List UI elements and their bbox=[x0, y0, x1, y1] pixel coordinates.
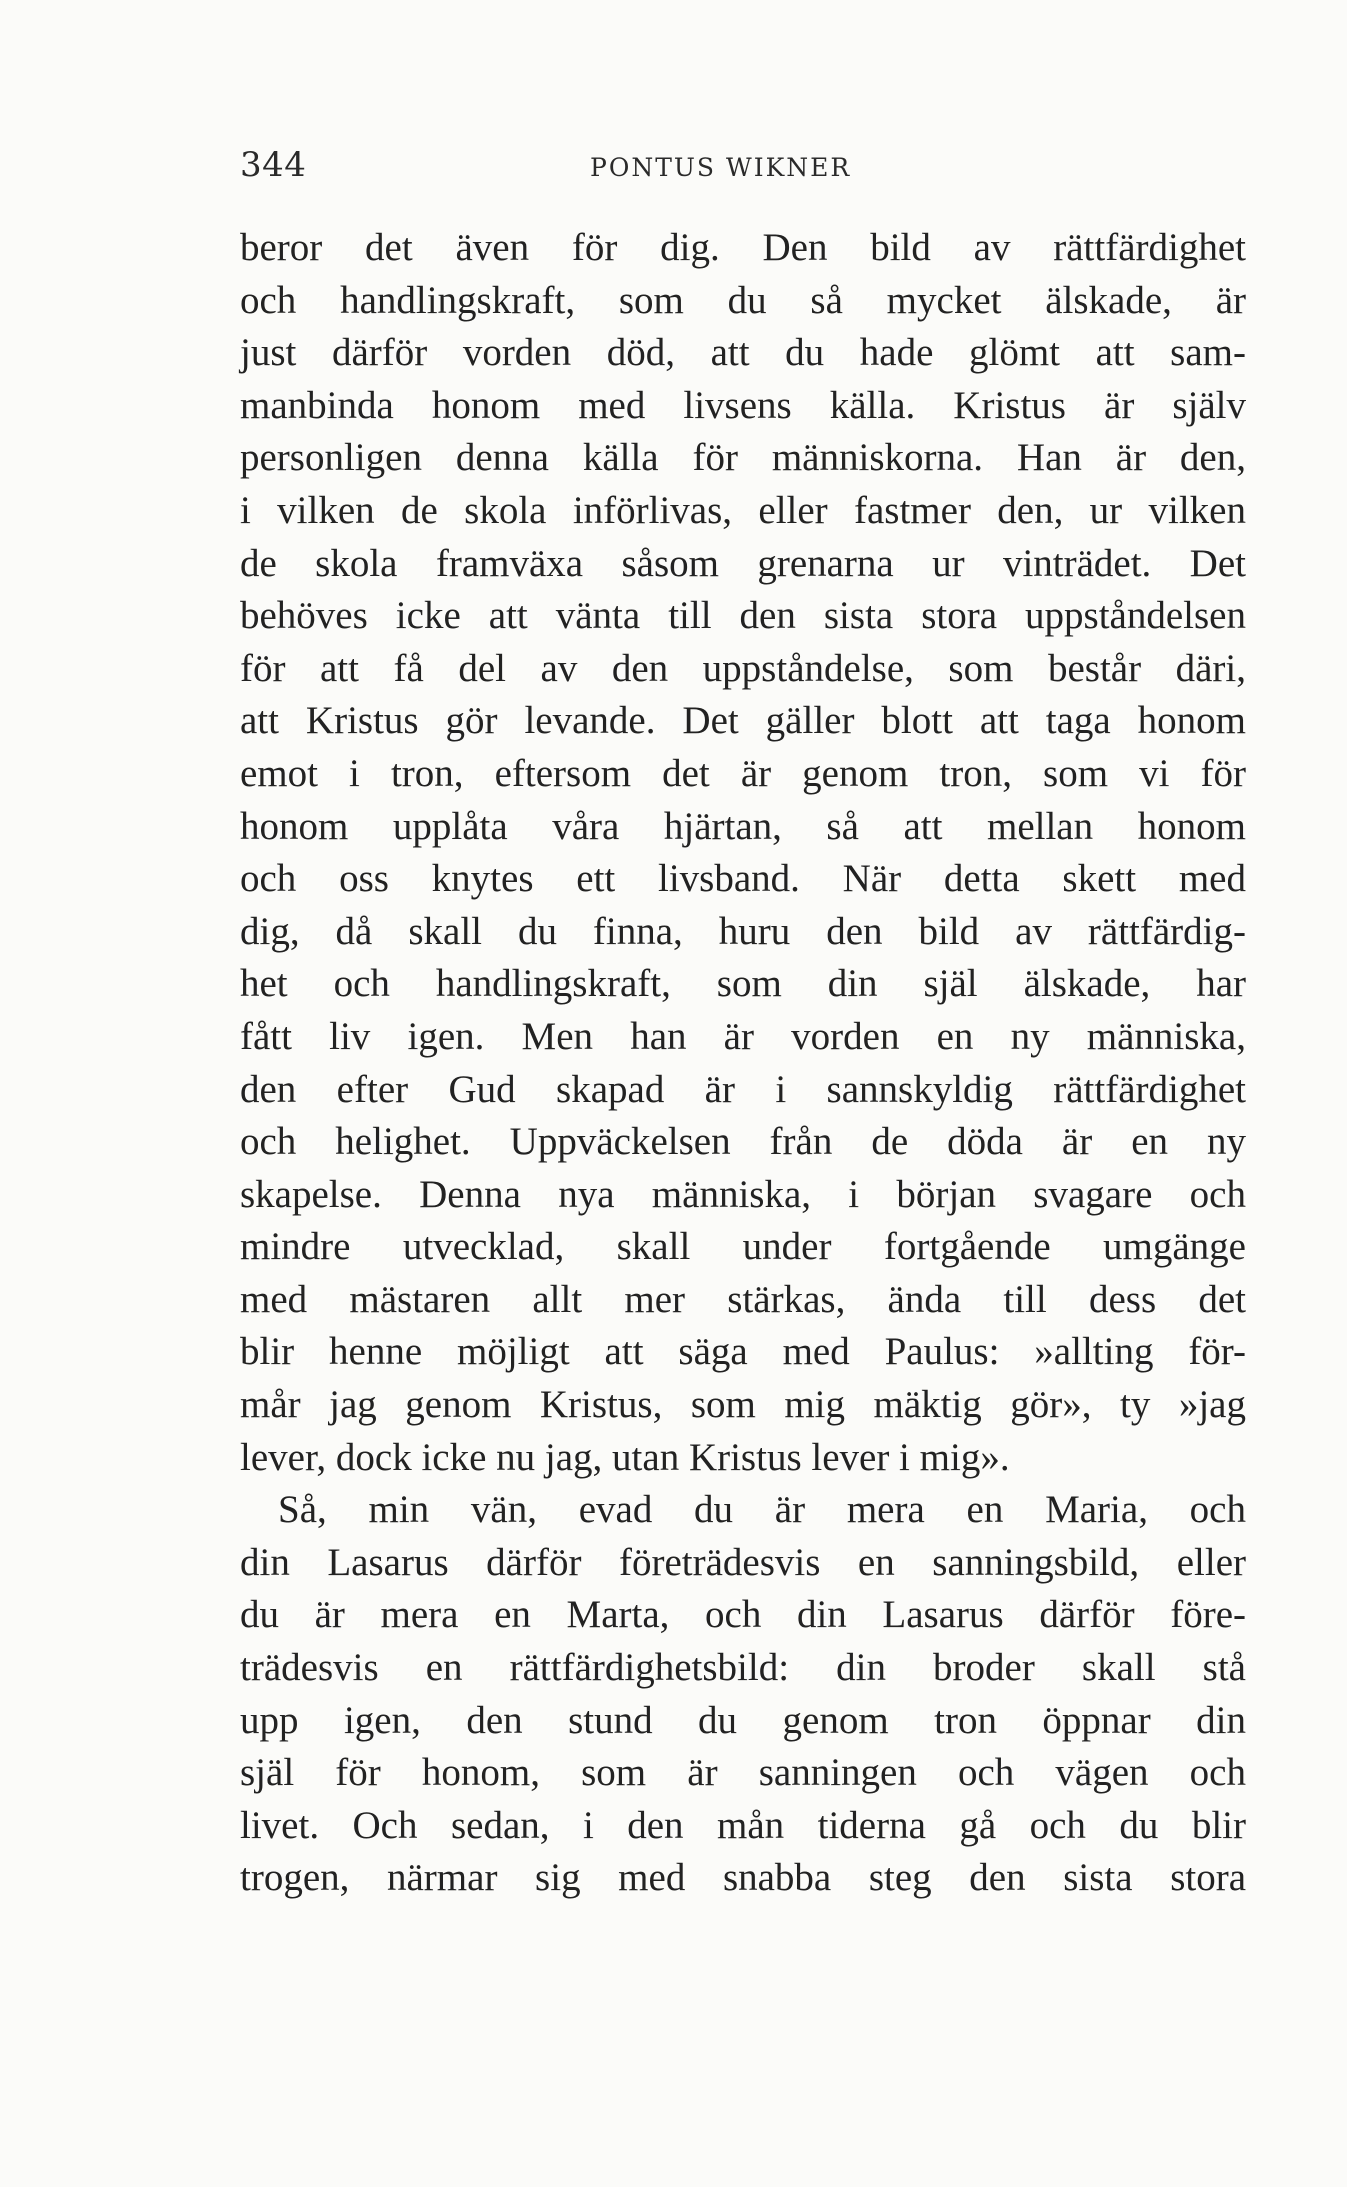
text-line: personligen denna källa för människorna. Han är den, bbox=[240, 436, 1246, 480]
text-line: blir henne möjligt att säga med Paulus: »allting för- bbox=[240, 1330, 1246, 1374]
text-line: trogen, närmar sig med snabba steg den sista stora bbox=[240, 1856, 1246, 1900]
text-line: och helighet. Uppväckelsen från de döda är en ny bbox=[240, 1120, 1246, 1164]
text-line: och handlingskraft, som du så mycket älskade, är bbox=[240, 278, 1246, 322]
running-title: PONTUS WIKNER bbox=[590, 153, 852, 182]
text-line: din Lasarus därför företrädesvis en sanningsbild, eller bbox=[240, 1540, 1246, 1584]
text-line: du är mera en Marta, och din Lasarus därför före- bbox=[240, 1593, 1246, 1637]
text-line: beror det även för dig. Den bild av rättfärdighet bbox=[240, 226, 1246, 269]
text-line: den efter Gud skapad är i sannskyldig rättfärdighet bbox=[240, 1067, 1246, 1111]
text-line: honom upplåta våra hjärtan, så att mellan honom bbox=[240, 804, 1246, 848]
text-line: och oss knytes ett livsband. När detta skett med bbox=[240, 857, 1246, 901]
text-line: i vilken de skola införlivas, eller fastmer den, ur vilken bbox=[240, 488, 1246, 532]
text-line: behöves icke att vänta till den sista stora uppståndelsen bbox=[240, 594, 1246, 638]
text-line: dig, då skall du finna, huru den bild av rättfärdig- bbox=[240, 909, 1246, 953]
text-line: emot i tron, eftersom det är genom tron, som vi för bbox=[240, 751, 1246, 795]
text-line: upp igen, den stund du genom tron öppnar din bbox=[240, 1698, 1246, 1742]
text-line: lever, dock icke nu jag, utan Kristus lever i mig». bbox=[240, 1435, 1010, 1479]
text-line: Så, min vän, evad du är mera en Maria, och bbox=[278, 1488, 1246, 1532]
text-line: mår jag genom Kristus, som mig mäktig gör», ty »jag bbox=[240, 1383, 1246, 1427]
text-line: för att få del av den uppståndelse, som består däri, bbox=[240, 646, 1246, 690]
text-line: de skola framväxa såsom grenarna ur vinträdet. Det bbox=[240, 541, 1246, 585]
text-line: skapelse. Denna nya människa, i början svagare och bbox=[240, 1172, 1246, 1216]
page-number: 344 bbox=[240, 145, 307, 185]
text-line: att Kristus gör levande. Det gäller blott att taga honom bbox=[240, 699, 1246, 743]
body-text bbox=[240, 222, 1246, 1905]
text-line: just därför vorden död, att du hade glömt att sam- bbox=[240, 331, 1246, 375]
text-line: trädesvis en rättfärdighetsbild: din broder skall stå bbox=[240, 1646, 1246, 1690]
text-line: livet. Och sedan, i den mån tiderna gå och du blir bbox=[240, 1803, 1246, 1847]
text-line: mindre utvecklad, skall under fortgående umgänge bbox=[240, 1225, 1246, 1269]
running-head bbox=[240, 145, 1246, 195]
text-line: själ för honom, som är sanningen och vägen och bbox=[240, 1751, 1246, 1795]
text-line: het och handlingskraft, som din själ älskade, har bbox=[240, 962, 1246, 1006]
text-line: fått liv igen. Men han är vorden en ny människa, bbox=[240, 1014, 1246, 1058]
text-line: med mästaren allt mer stärkas, ända till dess det bbox=[240, 1277, 1246, 1321]
text-line: manbinda honom med livsens källa. Kristus är själv bbox=[240, 383, 1246, 427]
